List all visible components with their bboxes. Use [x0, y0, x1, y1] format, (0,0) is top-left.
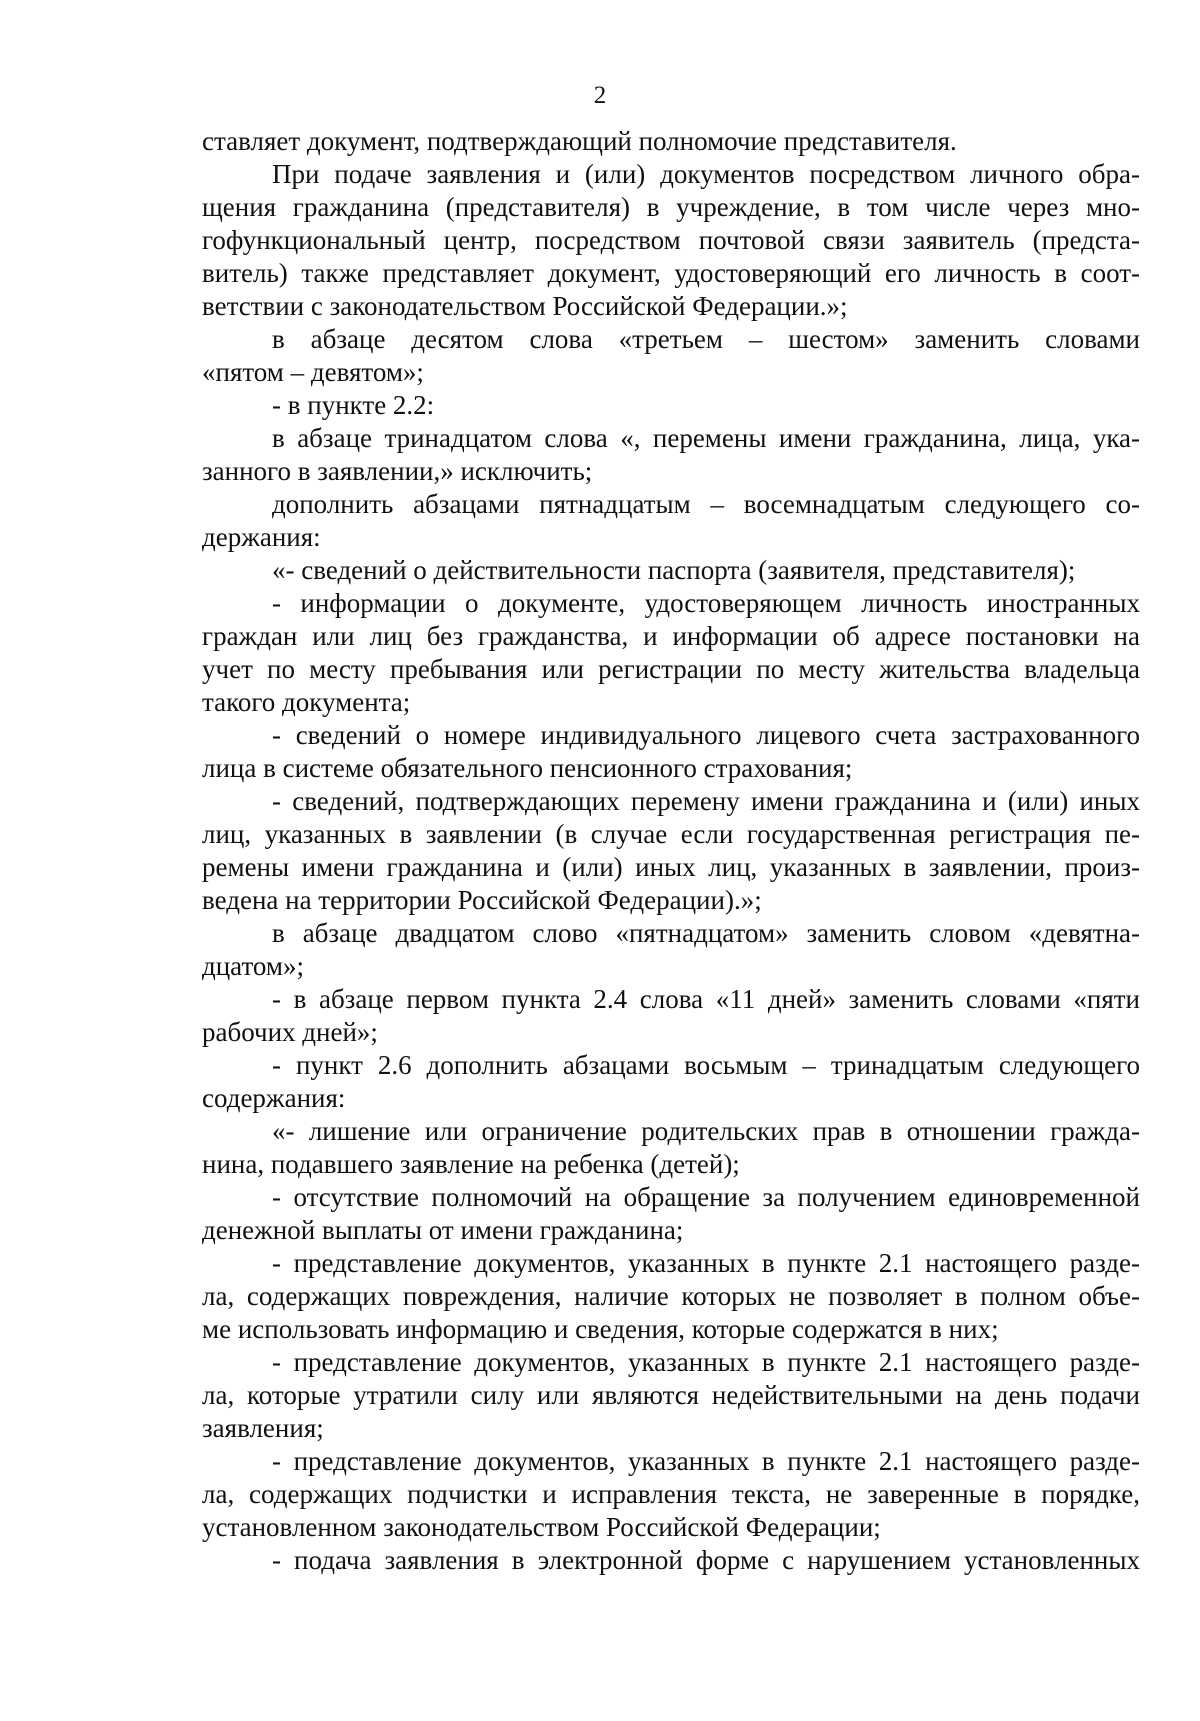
text-line: рабочих дней»; [202, 1017, 378, 1047]
text-line: «пятом – девятом»; [202, 357, 424, 387]
text-line: - отсутствие полномочий на обращение за получением единовременной [272, 1182, 1140, 1212]
text-line: гофункциональный центр, посредством почтовой связи заявитель (предста- [202, 225, 1140, 255]
page-number: 2 [593, 82, 607, 109]
text-line: установленном законодательством Российской Федерации; [202, 1512, 881, 1542]
text-line: учет по месту пребывания или регистрации по месту жительства владельца [202, 654, 1140, 684]
document-body [202, 125, 1140, 1577]
text-line: в абзаце десятом слова «третьем – шестом» заменить словами [272, 324, 1140, 354]
text-line: такого документа; [202, 687, 411, 717]
text-line: ведена на территории Российской Федерации).»; [202, 885, 762, 915]
text-line: - сведений, подтверждающих перемену имени гражданина и (или) иных [272, 786, 1140, 816]
text-line: ла, которые утратили силу или являются недействительными на день подачи [202, 1380, 1140, 1410]
text-line: держания: [202, 522, 321, 552]
text-line: денежной выплаты от имени гражданина; [202, 1215, 684, 1245]
text-line: - в абзаце первом пункта 2.4 слова «11 дней» заменить словами «пяти [272, 984, 1140, 1014]
text-line: «- лишение или ограничение родительских прав в отношении гражда- [272, 1116, 1140, 1146]
text-line: щения гражданина (представителя) в учреждение, в том числе через мно- [202, 192, 1140, 222]
text-line: - пункт 2.6 дополнить абзацами восьмым – тринадцатым следующего [272, 1050, 1140, 1080]
text-line: лиц, указанных в заявлении (в случае если государственная регистрация пе- [202, 819, 1140, 849]
text-line: - подача заявления в электронной форме с нарушением установленных [272, 1545, 1140, 1575]
text-line: ремены имени гражданина и (или) иных лиц, указанных в заявлении, произ- [202, 852, 1140, 882]
text-line: - информации о документе, удостоверяющем личность иностранных [272, 588, 1140, 618]
text-line: ла, содержащих повреждения, наличие которых не позволяет в полном объе- [202, 1281, 1140, 1311]
text-line: граждан или лиц без гражданства, и информации об адресе постановки на [202, 621, 1140, 651]
text-line: витель) также представляет документ, удостоверяющий его личность в соот- [202, 258, 1140, 288]
text-line: При подаче заявления и (или) документов посредством личного обра- [272, 159, 1140, 189]
text-line: ставляет документ, подтверждающий полномочие представителя. [202, 126, 957, 156]
text-line: дополнить абзацами пятнадцатым – восемнадцатым следующего со- [272, 489, 1140, 519]
text-line: ме использовать информацию и сведения, которые содержатся в них; [202, 1314, 999, 1344]
text-line: - сведений о номере индивидуального лицевого счета застрахованного [272, 720, 1140, 750]
text-line: «- сведений о действительности паспорта (заявителя, представителя); [272, 555, 1076, 585]
text-line: в абзаце двадцатом слово «пятнадцатом» заменить словом «девятна- [272, 918, 1140, 948]
text-line: нина, подавшего заявление на ребенка (детей); [202, 1149, 740, 1179]
text-line: ветствии с законодательством Российской Федерации.»; [202, 291, 848, 321]
text-line: заявления; [202, 1413, 324, 1443]
text-line: дцатом»; [202, 951, 304, 981]
text-line: - представление документов, указанных в пункте 2.1 настоящего разде- [272, 1446, 1140, 1476]
text-line: - представление документов, указанных в пункте 2.1 настоящего разде- [272, 1347, 1140, 1377]
text-line: лица в системе обязательного пенсионного страхования; [202, 753, 853, 783]
text-line: ла, содержащих подчистки и исправления текста, не заверенные в порядке, [202, 1479, 1140, 1509]
text-line: содержания: [202, 1083, 346, 1113]
text-line: в абзаце тринадцатом слова «, перемены имени гражданина, лица, ука- [272, 423, 1140, 453]
text-line: - в пункте 2.2: [272, 390, 435, 420]
text-line: - представление документов, указанных в пункте 2.1 настоящего разде- [272, 1248, 1140, 1278]
text-line: занного в заявлении,» исключить; [202, 456, 593, 486]
